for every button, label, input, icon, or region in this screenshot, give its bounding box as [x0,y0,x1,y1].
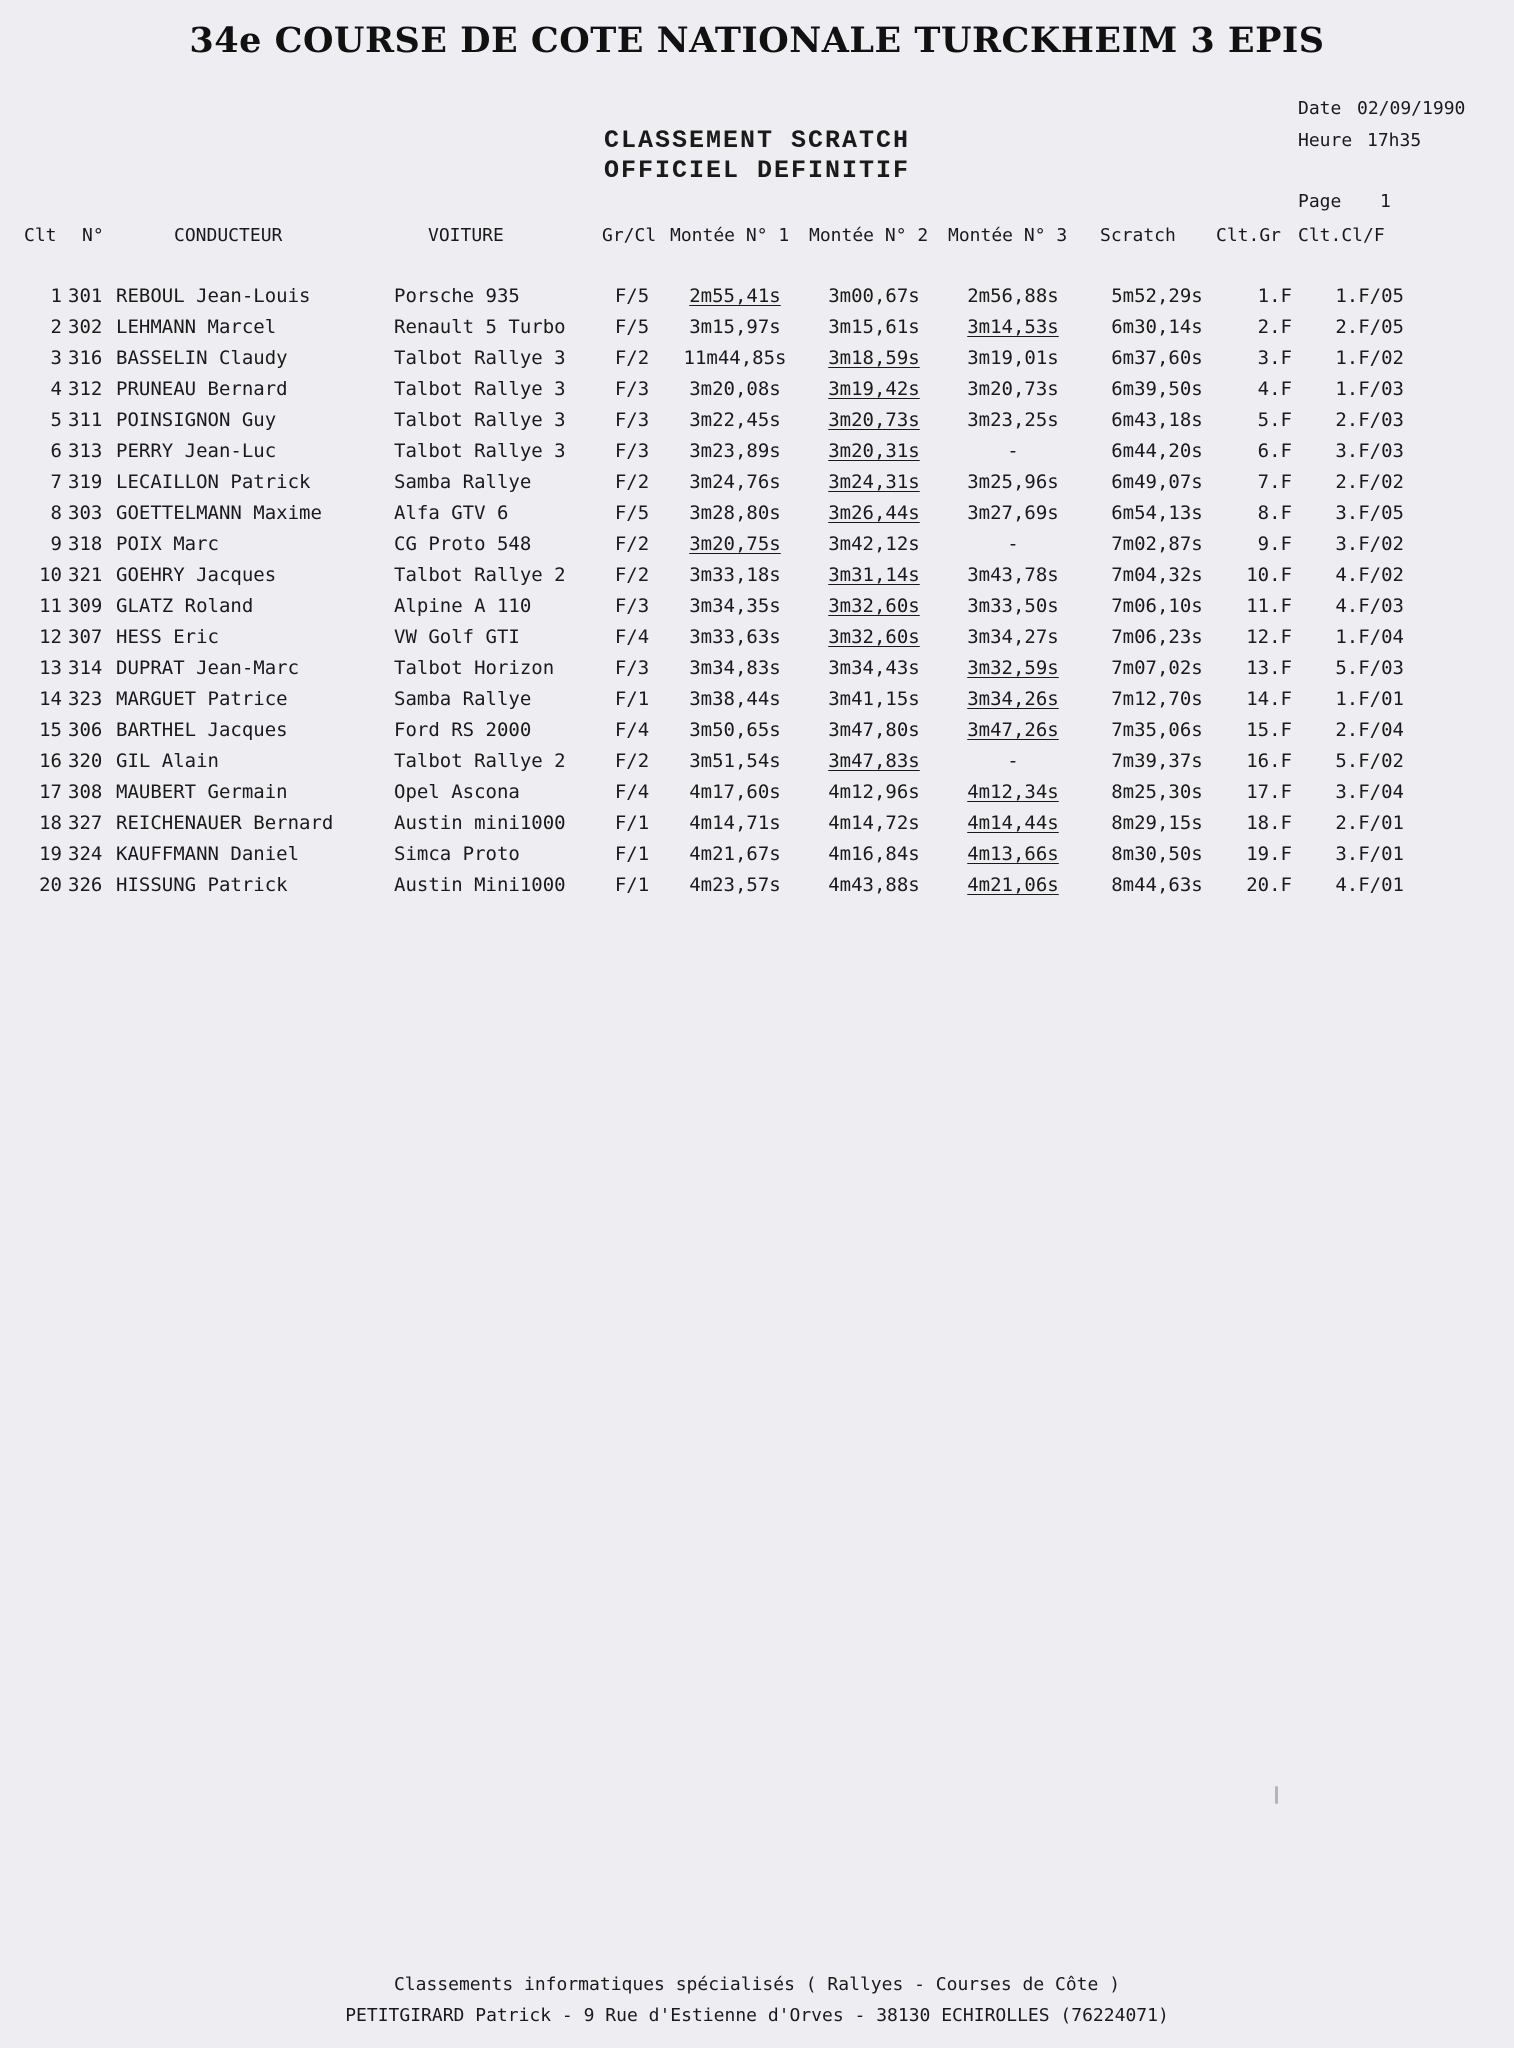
cell-scratch: 7m39,37s [1111,750,1203,772]
cell-run-1: 3m22,45s [689,409,781,431]
cell-run-3: 4m13,66s [967,843,1059,865]
cell-run-3: 3m23,25s [967,409,1059,431]
cell-group-rank: 13.F [1246,657,1292,679]
cell-car: CG Proto 548 [394,533,532,555]
cell-number: 316 [68,347,103,369]
cell-run-3: - [1007,750,1019,772]
cell-run-2: 4m12,96s [828,781,920,803]
cell-number: 301 [68,285,103,307]
cell-class-rank: 2.F/05 [1335,316,1404,338]
cell-rank: 18 [39,812,62,834]
cell-driver: BARTHEL Jacques [116,719,288,741]
cell-run-1: 3m51,54s [689,750,781,772]
cell-number: 312 [68,378,103,400]
cell-run-3: - [1007,533,1019,555]
cell-class-rank: 1.F/05 [1335,285,1404,307]
cell-group-class: F/1 [614,812,650,834]
cell-rank: 11 [39,595,62,617]
cell-scratch: 7m06,10s [1111,595,1203,617]
cell-run-2: 3m00,67s [828,285,920,307]
cell-rank: 8 [50,502,62,524]
cell-number: 313 [68,440,103,462]
cell-scratch: 7m06,23s [1111,626,1203,648]
cell-group-class: F/2 [614,564,650,586]
cell-driver: POINSIGNON Guy [116,409,277,431]
cell-group-class: F/3 [614,440,650,462]
cell-driver: GIL Alain [116,750,219,772]
cell-group-class: F/3 [614,657,650,679]
cell-run-1: 4m14,71s [689,812,781,834]
page-label: Page [1298,191,1342,212]
cell-group-class: F/4 [614,626,650,648]
cell-run-3: 3m33,50s [967,595,1059,617]
cell-car: Samba Rallye [394,471,532,493]
col-header-run-2: Montée N° 2 [809,225,929,246]
col-header-scratch: Scratch [1100,225,1176,246]
cell-run-2: 3m34,43s [828,657,920,679]
cell-driver: LEHMANN Marcel [116,316,277,338]
cell-run-3: 4m12,34s [967,781,1059,803]
cell-group-rank: 18.F [1246,812,1292,834]
cell-run-1: 4m23,57s [689,874,781,896]
ranking-title: CLASSEMENT SCRATCH [603,126,911,155]
cell-run-1: 3m38,44s [689,688,781,710]
cell-scratch: 8m25,30s [1111,781,1203,803]
cell-driver: HESS Eric [116,626,219,648]
cell-run-2: 3m41,15s [828,688,920,710]
cell-scratch: 7m12,70s [1111,688,1203,710]
cell-run-2: 3m19,42s [828,378,920,400]
cell-run-3: 2m56,88s [967,285,1059,307]
cell-class-rank: 2.F/01 [1335,812,1404,834]
cell-driver: GLATZ Roland [116,595,254,617]
cell-car: Simca Proto [394,843,520,865]
cell-car: Talbot Rallye 3 [394,378,566,400]
cell-car: Talbot Rallye 3 [394,347,566,369]
cell-scratch: 7m04,32s [1111,564,1203,586]
cell-rank: 14 [39,688,62,710]
cell-car: Austin Mini1000 [394,874,566,896]
cell-class-rank: 5.F/02 [1335,750,1404,772]
cell-class-rank: 4.F/02 [1335,564,1404,586]
cell-run-3: 3m34,27s [967,626,1059,648]
cell-run-3: 3m43,78s [967,564,1059,586]
cell-group-rank: 2.F [1257,316,1292,338]
cell-class-rank: 4.F/01 [1335,874,1404,896]
cell-class-rank: 5.F/03 [1335,657,1404,679]
cell-group-rank: 20.F [1246,874,1292,896]
cell-rank: 9 [50,533,62,555]
cell-number: 306 [68,719,103,741]
footer-address-line: PETITGIRARD Patrick - 9 Rue d'Estienne d'Orves - 38130 ECHIROLLES (76224071) [345,2005,1169,2026]
cell-car: Porsche 935 [394,285,520,307]
document-title: 34e COURSE DE COTE NATIONALE TURCKHEIM 3 EPIS [189,20,1325,61]
cell-number: 302 [68,316,103,338]
cell-run-3: 3m34,26s [967,688,1059,710]
cell-run-3: 3m47,26s [967,719,1059,741]
cell-run-2: 3m20,31s [828,440,920,462]
footer-service-line: Classements informatiques spécialisés ( Rallyes - Courses de Côte ) [393,1974,1121,1995]
cell-number: 327 [68,812,103,834]
cell-rank: 1 [50,285,62,307]
cell-run-2: 4m43,88s [828,874,920,896]
cell-rank: 16 [39,750,62,772]
cell-number: 321 [68,564,103,586]
cell-run-2: 3m42,12s [828,533,920,555]
cell-driver: BASSELIN Claudy [116,347,288,369]
cell-rank: 2 [50,316,62,338]
cell-rank: 13 [39,657,62,679]
cell-class-rank: 2.F/03 [1335,409,1404,431]
cell-run-2: 3m32,60s [828,595,920,617]
cell-driver: HISSUNG Patrick [116,874,288,896]
cell-car: Samba Rallye [394,688,532,710]
cell-class-rank: 3.F/02 [1335,533,1404,555]
cell-driver: POIX Marc [116,533,219,555]
cell-car: Talbot Rallye 3 [394,409,566,431]
col-header-group-rank: Clt.Gr [1216,225,1282,246]
cell-rank: 10 [39,564,62,586]
cell-class-rank: 1.F/02 [1335,347,1404,369]
cell-run-2: 3m24,31s [828,471,920,493]
cell-run-1: 3m28,80s [689,502,781,524]
ranking-status: OFFICIEL DEFINITIF [603,156,911,185]
cell-rank: 12 [39,626,62,648]
cell-group-rank: 12.F [1246,626,1292,648]
cell-run-1: 3m24,76s [689,471,781,493]
cell-group-rank: 8.F [1257,502,1292,524]
cell-group-rank: 16.F [1246,750,1292,772]
cell-group-class: F/2 [614,347,650,369]
cell-rank: 15 [39,719,62,741]
cell-group-rank: 14.F [1246,688,1292,710]
page-number: 1 [1380,191,1391,212]
cell-scratch: 8m30,50s [1111,843,1203,865]
cell-run-2: 3m32,60s [828,626,920,648]
cell-run-1: 3m15,97s [689,316,781,338]
cell-run-1: 4m17,60s [689,781,781,803]
cell-car: Ford RS 2000 [394,719,532,741]
cell-number: 323 [68,688,103,710]
cell-scratch: 6m37,60s [1111,347,1203,369]
cell-scratch: 7m07,02s [1111,657,1203,679]
cell-run-1: 3m20,08s [689,378,781,400]
cell-run-1: 2m55,41s [689,285,781,307]
cell-rank: 17 [39,781,62,803]
col-header-driver: CONDUCTEUR [174,225,283,246]
cell-group-rank: 5.F [1257,409,1292,431]
cell-number: 303 [68,502,103,524]
cell-group-class: F/2 [614,533,650,555]
cell-driver: PRUNEAU Bernard [116,378,288,400]
cell-run-1: 3m34,83s [689,657,781,679]
cell-run-2: 3m15,61s [828,316,920,338]
cell-rank: 20 [39,874,62,896]
cell-scratch: 6m54,13s [1111,502,1203,524]
cell-group-rank: 17.F [1246,781,1292,803]
col-header-class-rank: Clt.Cl/F [1298,225,1385,246]
cell-run-2: 4m16,84s [828,843,920,865]
cell-scratch: 8m29,15s [1111,812,1203,834]
cell-run-3: - [1007,440,1019,462]
cell-rank: 4 [50,378,62,400]
cell-class-rank: 1.F/04 [1335,626,1404,648]
cell-car: VW Golf GTI [394,626,520,648]
cell-number: 320 [68,750,103,772]
cell-rank: 6 [50,440,62,462]
cell-run-3: 3m19,01s [967,347,1059,369]
col-header-car: VOITURE [428,225,504,246]
cell-driver: REBOUL Jean-Louis [116,285,311,307]
cell-group-class: F/5 [614,285,650,307]
cell-driver: GOEHRY Jacques [116,564,277,586]
cell-car: Opel Ascona [394,781,520,803]
cell-number: 309 [68,595,103,617]
cell-car: Talbot Rallye 2 [394,750,566,772]
cell-class-rank: 3.F/04 [1335,781,1404,803]
cell-run-2: 3m47,80s [828,719,920,741]
cell-group-class: F/5 [614,502,650,524]
cell-car: Alfa GTV 6 [394,502,509,524]
cell-run-2: 3m26,44s [828,502,920,524]
cell-group-class: F/1 [614,874,650,896]
cell-run-1: 3m23,89s [689,440,781,462]
cell-group-class: F/1 [614,843,650,865]
cell-number: 311 [68,409,103,431]
cell-class-rank: 3.F/01 [1335,843,1404,865]
cell-group-rank: 15.F [1246,719,1292,741]
col-header-clt: Clt [24,225,57,246]
cell-group-rank: 7.F [1257,471,1292,493]
cell-scratch: 6m44,20s [1111,440,1203,462]
cell-scratch: 6m43,18s [1111,409,1203,431]
cell-group-rank: 1.F [1257,285,1292,307]
cell-number: 308 [68,781,103,803]
cell-car: Talbot Rallye 3 [394,440,566,462]
cell-class-rank: 3.F/05 [1335,502,1404,524]
cell-class-rank: 1.F/03 [1335,378,1404,400]
scan-speck [1275,1786,1278,1804]
cell-group-class: F/4 [614,719,650,741]
cell-scratch: 6m39,50s [1111,378,1203,400]
cell-scratch: 7m35,06s [1111,719,1203,741]
cell-rank: 3 [50,347,62,369]
cell-class-rank: 4.F/03 [1335,595,1404,617]
cell-run-3: 4m21,06s [967,874,1059,896]
cell-class-rank: 2.F/04 [1335,719,1404,741]
cell-driver: MARGUET Patrice [116,688,288,710]
cell-run-2: 3m20,73s [828,409,920,431]
cell-run-2: 3m18,59s [828,347,920,369]
cell-number: 326 [68,874,103,896]
cell-run-1: 3m33,18s [689,564,781,586]
cell-scratch: 6m30,14s [1111,316,1203,338]
cell-run-1: 3m50,65s [689,719,781,741]
cell-run-1: 3m33,63s [689,626,781,648]
cell-scratch: 6m49,07s [1111,471,1203,493]
cell-car: Talbot Rallye 2 [394,564,566,586]
cell-group-rank: 10.F [1246,564,1292,586]
cell-group-class: F/5 [614,316,650,338]
cell-scratch: 5m52,29s [1111,285,1203,307]
cell-run-2: 3m47,83s [828,750,920,772]
cell-run-1: 3m34,35s [689,595,781,617]
cell-scratch: 8m44,63s [1111,874,1203,896]
cell-class-rank: 1.F/01 [1335,688,1404,710]
col-header-group-class: Gr/Cl [602,225,657,246]
cell-run-3: 3m32,59s [967,657,1059,679]
cell-driver: MAUBERT Germain [116,781,288,803]
cell-class-rank: 3.F/03 [1335,440,1404,462]
cell-scratch: 7m02,87s [1111,533,1203,555]
time-value: 17h35 [1367,130,1422,151]
cell-driver: GOETTELMANN Maxime [116,502,322,524]
cell-run-1: 3m20,75s [689,533,781,555]
cell-run-3: 3m25,96s [967,471,1059,493]
cell-run-2: 4m14,72s [828,812,920,834]
cell-group-class: F/1 [614,688,650,710]
col-header-number: N° [82,225,104,246]
cell-group-class: F/3 [614,378,650,400]
cell-group-class: F/2 [614,750,650,772]
cell-rank: 19 [39,843,62,865]
col-header-run-3: Montée N° 3 [948,225,1068,246]
cell-run-1: 11m44,85s [683,347,787,369]
date-label: Date [1298,98,1342,119]
cell-number: 324 [68,843,103,865]
cell-driver: PERRY Jean-Luc [116,440,277,462]
col-header-run-1: Montée N° 1 [670,225,790,246]
cell-driver: LECAILLON Patrick [116,471,311,493]
cell-run-3: 4m14,44s [967,812,1059,834]
cell-number: 319 [68,471,103,493]
cell-number: 307 [68,626,103,648]
cell-run-3: 3m14,53s [967,316,1059,338]
cell-group-rank: 19.F [1246,843,1292,865]
cell-run-3: 3m20,73s [967,378,1059,400]
cell-number: 314 [68,657,103,679]
cell-rank: 5 [50,409,62,431]
cell-group-class: F/3 [614,595,650,617]
cell-run-3: 3m27,69s [967,502,1059,524]
time-label: Heure [1298,130,1353,151]
cell-group-rank: 9.F [1257,533,1292,555]
cell-rank: 7 [50,471,62,493]
cell-group-rank: 6.F [1257,440,1292,462]
date-value: 02/09/1990 [1357,98,1466,119]
cell-driver: DUPRAT Jean-Marc [116,657,300,679]
cell-car: Alpine A 110 [394,595,532,617]
cell-driver: REICHENAUER Bernard [116,812,334,834]
cell-car: Austin mini1000 [394,812,566,834]
cell-car: Renault 5 Turbo [394,316,566,338]
cell-run-2: 3m31,14s [828,564,920,586]
cell-car: Talbot Horizon [394,657,555,679]
cell-group-rank: 3.F [1257,347,1292,369]
cell-group-rank: 4.F [1257,378,1292,400]
cell-run-1: 4m21,67s [689,843,781,865]
cell-group-class: F/3 [614,409,650,431]
cell-number: 318 [68,533,103,555]
cell-class-rank: 2.F/02 [1335,471,1404,493]
cell-group-rank: 11.F [1246,595,1292,617]
cell-group-class: F/2 [614,471,650,493]
cell-driver: KAUFFMANN Daniel [116,843,300,865]
cell-group-class: F/4 [614,781,650,803]
